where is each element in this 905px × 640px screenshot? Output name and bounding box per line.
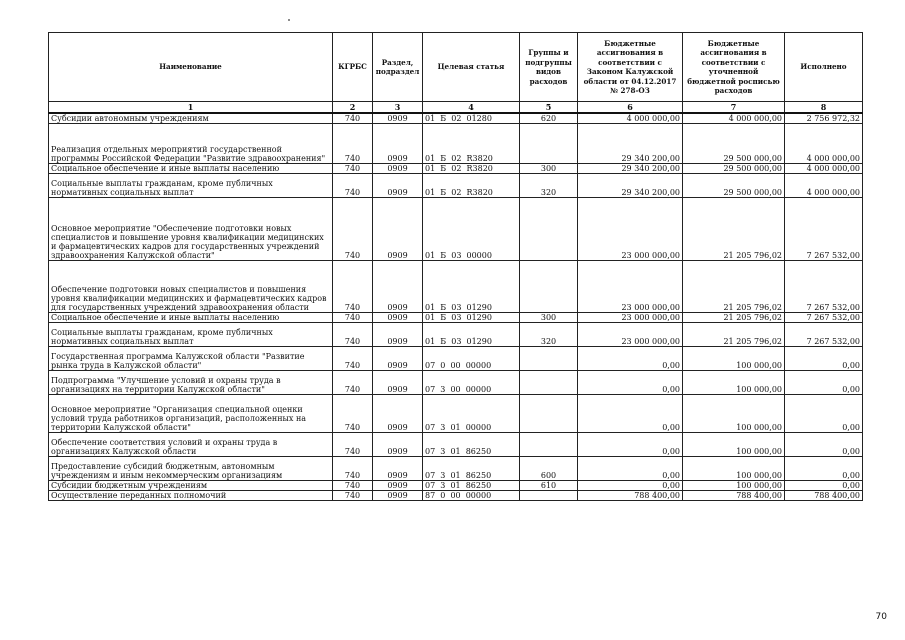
col-number: 8 <box>785 102 863 114</box>
row-law-assign: 0,00 <box>578 433 683 457</box>
row-executed: 0,00 <box>785 395 863 433</box>
row-section: 0909 <box>373 113 423 124</box>
row-law-assign: 4 000 000,00 <box>578 113 683 124</box>
row-refined-assign: 788 400,00 <box>683 491 785 501</box>
row-kgrbs: 740 <box>333 433 373 457</box>
row-executed: 4 000 000,00 <box>785 164 863 174</box>
row-section: 0909 <box>373 313 423 323</box>
row-section: 0909 <box>373 433 423 457</box>
table-row <box>49 433 863 457</box>
row-law-assign: 29 340 200,00 <box>578 174 683 198</box>
row-target: 07 3 01 00000 <box>423 395 520 433</box>
scan-speck <box>288 19 290 21</box>
row-target: 01 Б 03 01290 <box>423 261 520 313</box>
row-name: Социальное обеспечение и иные выплаты населению <box>49 164 333 174</box>
row-section: 0909 <box>373 481 423 491</box>
row-section: 0909 <box>373 174 423 198</box>
table-row <box>49 347 863 371</box>
row-target: 01 Б 02 R3820 <box>423 174 520 198</box>
row-kgrbs: 740 <box>333 124 373 164</box>
row-executed: 4 000 000,00 <box>785 174 863 198</box>
row-refined-assign: 21 205 796,02 <box>683 261 785 313</box>
row-executed: 7 267 532,00 <box>785 261 863 313</box>
row-law-assign: 0,00 <box>578 347 683 371</box>
row-name: Обеспечение подготовки новых специалистов и повышения уровня квалификации медицинских и фармацевтических кадров для государственных учреждений здравоохранения области <box>49 261 333 313</box>
row-law-assign: 23 000 000,00 <box>578 323 683 347</box>
row-refined-assign: 100 000,00 <box>683 457 785 481</box>
table-row <box>49 491 863 501</box>
row-kgrbs: 740 <box>333 395 373 433</box>
header-name: Наименование <box>49 33 333 102</box>
row-section: 0909 <box>373 198 423 261</box>
row-executed: 7 267 532,00 <box>785 198 863 261</box>
row-refined-assign: 4 000 000,00 <box>683 113 785 124</box>
column-number-row <box>49 102 863 114</box>
row-target: 01 Б 02 R3820 <box>423 124 520 164</box>
row-executed: 788 400,00 <box>785 491 863 501</box>
row-law-assign: 23 000 000,00 <box>578 313 683 323</box>
table-row <box>49 261 863 313</box>
row-kgrbs: 740 <box>333 174 373 198</box>
row-kgrbs: 740 <box>333 261 373 313</box>
row-name: Социальные выплаты гражданам, кроме публичных нормативных социальных выплат <box>49 174 333 198</box>
row-law-assign: 23 000 000,00 <box>578 198 683 261</box>
table-row <box>49 164 863 174</box>
table-row <box>49 323 863 347</box>
row-section: 0909 <box>373 323 423 347</box>
table-row <box>49 124 863 164</box>
row-name: Реализация отдельных мероприятий государственной программы Российской Федерации "Развитие здравоохранения" <box>49 124 333 164</box>
row-target: 01 Б 03 01290 <box>423 323 520 347</box>
col-number: 6 <box>578 102 683 114</box>
row-target: 01 Б 03 00000 <box>423 198 520 261</box>
row-section: 0909 <box>373 261 423 313</box>
row-executed: 0,00 <box>785 433 863 457</box>
row-refined-assign: 100 000,00 <box>683 347 785 371</box>
header-refined-assign: Бюджетные ассигнования в соответствии с уточненной бюджетной росписью расходов <box>683 33 785 102</box>
row-group: 320 <box>520 323 578 347</box>
col-number: 3 <box>373 102 423 114</box>
header-row <box>49 33 863 102</box>
row-executed: 2 756 972,32 <box>785 113 863 124</box>
row-group <box>520 198 578 261</box>
table-row <box>49 457 863 481</box>
row-group <box>520 347 578 371</box>
row-law-assign: 0,00 <box>578 371 683 395</box>
row-refined-assign: 29 500 000,00 <box>683 164 785 174</box>
row-target: 01 Б 02 R3820 <box>423 164 520 174</box>
row-group <box>520 433 578 457</box>
row-group: 300 <box>520 313 578 323</box>
row-group: 300 <box>520 164 578 174</box>
table-row <box>49 198 863 261</box>
row-kgrbs: 740 <box>333 371 373 395</box>
row-law-assign: 0,00 <box>578 457 683 481</box>
row-group <box>520 261 578 313</box>
row-executed: 4 000 000,00 <box>785 124 863 164</box>
header-section: Раздел, подраздел <box>373 33 423 102</box>
row-refined-assign: 100 000,00 <box>683 481 785 491</box>
row-refined-assign: 29 500 000,00 <box>683 174 785 198</box>
row-law-assign: 23 000 000,00 <box>578 261 683 313</box>
header-kgrbs: КГРБС <box>333 33 373 102</box>
row-executed: 0,00 <box>785 371 863 395</box>
budget-table <box>48 32 863 501</box>
row-refined-assign: 29 500 000,00 <box>683 124 785 164</box>
row-law-assign: 788 400,00 <box>578 491 683 501</box>
row-executed: 7 267 532,00 <box>785 313 863 323</box>
row-name: Субсидии бюджетным учреждениям <box>49 481 333 491</box>
table-row <box>49 174 863 198</box>
col-number: 2 <box>333 102 373 114</box>
row-law-assign: 0,00 <box>578 481 683 491</box>
row-refined-assign: 100 000,00 <box>683 371 785 395</box>
row-law-assign: 0,00 <box>578 395 683 433</box>
row-executed: 0,00 <box>785 481 863 491</box>
row-group: 610 <box>520 481 578 491</box>
row-name: Социальные выплаты гражданам, кроме публичных нормативных социальных выплат <box>49 323 333 347</box>
row-law-assign: 29 340 200,00 <box>578 124 683 164</box>
row-kgrbs: 740 <box>333 313 373 323</box>
col-number: 1 <box>49 102 333 114</box>
table-row <box>49 113 863 124</box>
row-section: 0909 <box>373 395 423 433</box>
row-name: Основное мероприятие "Обеспечение подготовки новых специалистов и повышение уровня квалификации медицинских и фармацевтических кадров для государственных учреждений здравоохранения Калужской области" <box>49 198 333 261</box>
row-name: Основное мероприятие "Организация специальной оценки условий труда работников организаций, расположенных на территории Калужской области" <box>49 395 333 433</box>
row-kgrbs: 740 <box>333 164 373 174</box>
header-target: Целевая статья <box>423 33 520 102</box>
page-number: 70 <box>875 612 887 622</box>
row-target: 07 0 00 00000 <box>423 347 520 371</box>
row-target: 01 Б 03 01290 <box>423 313 520 323</box>
row-group: 320 <box>520 174 578 198</box>
row-kgrbs: 740 <box>333 113 373 124</box>
row-target: 07 3 01 86250 <box>423 481 520 491</box>
row-group <box>520 395 578 433</box>
row-name: Осуществление переданных полномочий <box>49 491 333 501</box>
row-section: 0909 <box>373 491 423 501</box>
row-group <box>520 491 578 501</box>
row-executed: 7 267 532,00 <box>785 323 863 347</box>
table-row <box>49 395 863 433</box>
row-refined-assign: 100 000,00 <box>683 433 785 457</box>
row-name: Подпрограмма "Улучшение условий и охраны труда в организациях на территории Калужской области" <box>49 371 333 395</box>
row-executed: 0,00 <box>785 457 863 481</box>
table-row <box>49 371 863 395</box>
row-group: 600 <box>520 457 578 481</box>
row-target: 07 3 00 00000 <box>423 371 520 395</box>
row-kgrbs: 740 <box>333 491 373 501</box>
row-section: 0909 <box>373 347 423 371</box>
header-executed: Исполнено <box>785 33 863 102</box>
row-group <box>520 124 578 164</box>
header-law-assign: Бюджетные ассигнования в соответствии с Законом Калужской области от 04.12.2017 № 278-ОЗ <box>578 33 683 102</box>
row-name: Государственная программа Калужской области "Развитие рынка труда в Калужской области" <box>49 347 333 371</box>
row-kgrbs: 740 <box>333 198 373 261</box>
row-section: 0909 <box>373 371 423 395</box>
row-refined-assign: 21 205 796,02 <box>683 323 785 347</box>
row-refined-assign: 100 000,00 <box>683 395 785 433</box>
col-number: 4 <box>423 102 520 114</box>
header-group: Группы и подгруппы видов расходов <box>520 33 578 102</box>
row-section: 0909 <box>373 164 423 174</box>
row-target: 07 3 01 86250 <box>423 457 520 481</box>
row-target: 87 0 00 00000 <box>423 491 520 501</box>
col-number: 7 <box>683 102 785 114</box>
row-kgrbs: 740 <box>333 457 373 481</box>
row-name: Обеспечение соответствия условий и охраны труда в организациях Калужской области <box>49 433 333 457</box>
row-law-assign: 29 340 200,00 <box>578 164 683 174</box>
row-section: 0909 <box>373 124 423 164</box>
row-refined-assign: 21 205 796,02 <box>683 198 785 261</box>
row-name: Субсидии автономным учреждениям <box>49 113 333 124</box>
table-row <box>49 481 863 491</box>
row-kgrbs: 740 <box>333 323 373 347</box>
table-row <box>49 313 863 323</box>
row-target: 01 Б 02 01280 <box>423 113 520 124</box>
row-name: Предоставление субсидий бюджетным, автономным учреждениям и иным некоммерческим организациям <box>49 457 333 481</box>
row-name: Социальное обеспечение и иные выплаты населению <box>49 313 333 323</box>
row-target: 07 3 01 86250 <box>423 433 520 457</box>
row-executed: 0,00 <box>785 347 863 371</box>
row-group: 620 <box>520 113 578 124</box>
row-kgrbs: 740 <box>333 481 373 491</box>
row-group <box>520 371 578 395</box>
col-number: 5 <box>520 102 578 114</box>
row-section: 0909 <box>373 457 423 481</box>
row-refined-assign: 21 205 796,02 <box>683 313 785 323</box>
row-kgrbs: 740 <box>333 347 373 371</box>
